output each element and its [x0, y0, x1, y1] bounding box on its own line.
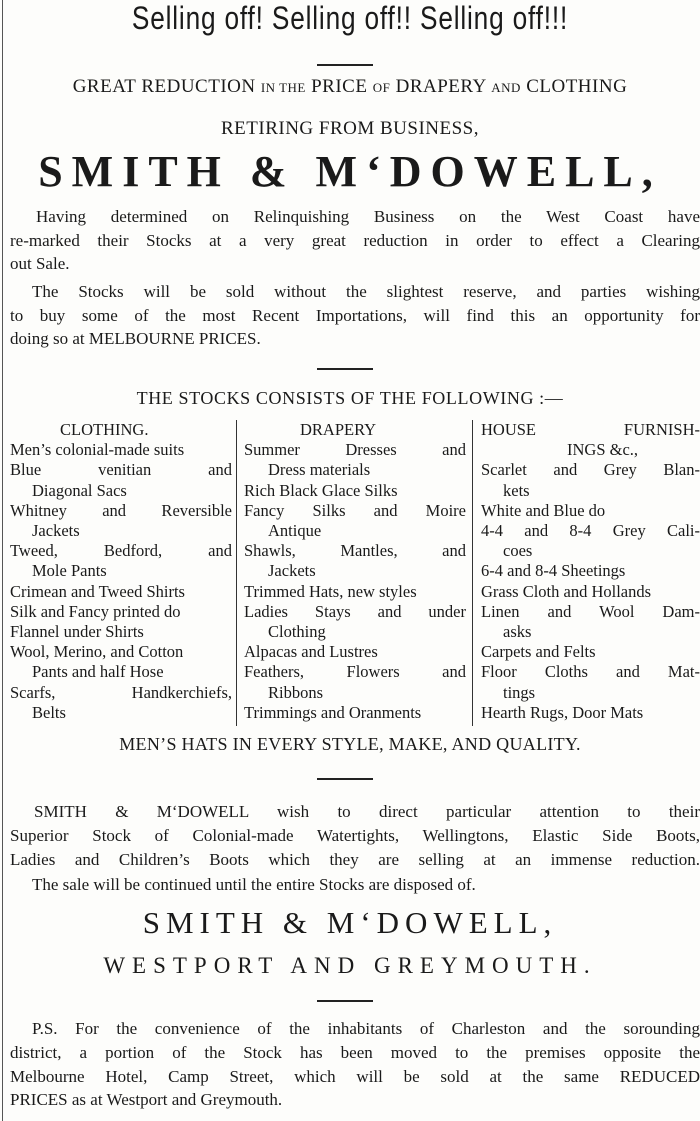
boots-line: SMITH & M‘DOWELL wish to direct particular attention to their — [34, 802, 700, 821]
divider-rule — [317, 64, 373, 66]
column-divider — [472, 420, 473, 726]
list-item: Alpacas and Lustres — [244, 642, 378, 662]
list-item: Crimean and Tweed Shirts — [10, 581, 185, 601]
selling-off-headline: Selling off! Selling off!! Selling off!!! — [131, 0, 569, 36]
list-item: Linen and Wool Dam- — [481, 601, 700, 621]
list-item: Clothing — [268, 622, 326, 642]
house-furnishings-column — [481, 420, 700, 723]
list-item: coes — [503, 541, 533, 561]
list-item: Carpets and Felts — [481, 642, 596, 662]
list-item: kets — [503, 480, 530, 500]
list-item: Jackets — [268, 561, 316, 581]
list-item: Dress materials — [268, 460, 371, 480]
retiring-heading: RETIRING FROM BUSINESS, — [220, 118, 479, 139]
intro-line: Having determined on Relinquishing Business on the West Coast have — [36, 207, 700, 226]
great-reduction-heading: GREAT REDUCTION IN THE PRICE OF DRAPERY AND CLOTHING — [72, 76, 628, 97]
stocks-heading: THE STOCKS CONSISTS OF THE FOLLOWING :— — [136, 388, 564, 408]
list-item: Hearth Rugs, Door Mats — [481, 702, 644, 722]
list-item: Grass Cloth and Hollands — [481, 581, 652, 601]
list-item: tings — [503, 682, 536, 702]
intro-line: out Sale. — [10, 254, 70, 273]
list-item: Flannel under Shirts — [10, 622, 144, 642]
list-item: Tweed, Bedford, and — [10, 541, 232, 561]
column-divider — [236, 420, 237, 726]
list-item: Antique — [268, 521, 322, 541]
ps-line: Melbourne Hotel, Camp Street, which will be sold at the same REDUCED — [10, 1067, 700, 1086]
house-title: INGS &c., — [567, 440, 639, 460]
list-item: Ladies Stays and under — [244, 601, 466, 621]
list-item: Jackets — [32, 521, 80, 541]
list-item: Men’s colonial-made suits — [10, 440, 185, 460]
clothing-title: CLOTHING. — [60, 420, 149, 439]
list-item: White and Blue do — [481, 500, 606, 520]
list-item: Floor Cloths and Mat- — [481, 662, 700, 682]
list-item: Summer Dresses and — [244, 440, 466, 460]
intro-line: to buy some of the most Recent Importations, will find this an opportunity for — [10, 306, 700, 325]
list-item: Scarlet and Grey Blan- — [481, 460, 700, 480]
list-item: Wool, Merino, and Cotton — [10, 642, 184, 662]
list-item: Belts — [32, 702, 66, 722]
ps-line: district, a portion of the Stock has been moved to the premises opposite the — [10, 1043, 700, 1062]
ps-line: P.S. For the convenience of the inhabitants of Charleston and the sorounding — [32, 1019, 700, 1038]
list-item: Trimmings and Oranments — [244, 702, 422, 722]
list-item: Shawls, Mantles, and — [244, 541, 466, 561]
divider-rule — [317, 1000, 373, 1002]
intro-line: re-marked their Stocks at a very great reduction in order to effect a Clearing — [10, 231, 700, 250]
list-item: Pants and half Hose — [32, 662, 164, 682]
drapery-title: DRAPERY — [300, 420, 377, 439]
list-item: Trimmed Hats, new styles — [244, 581, 417, 601]
list-item: Silk and Fancy printed do — [10, 601, 181, 621]
drapery-column — [244, 420, 466, 723]
boots-line: Superior Stock of Colonial-made Watertights, Wellingtons, Elastic Side Boots, — [10, 826, 700, 845]
footer-towns: WESTPORT AND GREYMOUTH. — [103, 953, 597, 978]
list-item: Feathers, Flowers and — [244, 662, 466, 682]
boots-line: Ladies and Children’s Boots which they are selling at an immense reduction. — [10, 850, 700, 869]
clothing-column — [10, 420, 232, 723]
list-item: asks — [503, 622, 532, 642]
ps-line: PRICES as at Westport and Greymouth. — [10, 1090, 283, 1109]
mens-hats-line: MEN’S HATS IN EVERY STYLE, MAKE, AND QUALITY. — [119, 734, 581, 754]
list-item: Rich Black Glace Silks — [244, 480, 398, 500]
list-item: Fancy Silks and Moire — [244, 500, 466, 520]
list-item: Whitney and Reversible — [10, 500, 232, 520]
list-item: Diagonal Sacs — [32, 480, 127, 500]
divider-rule — [317, 778, 373, 780]
footer-firm-name: SMITH & M‘DOWELL, — [142, 905, 558, 940]
intro-line: The Stocks will be sold without the slightest reserve, and parties wishing — [32, 282, 700, 301]
list-item: 6-4 and 8-4 Sheetings — [481, 561, 626, 581]
list-item: 4-4 and 8-4 Grey Cali- — [481, 521, 700, 541]
list-item: Mole Pants — [32, 561, 107, 581]
house-title: HOUSE FURNISH- — [481, 420, 700, 439]
intro-line: doing so at MELBOURNE PRICES. — [10, 329, 261, 348]
sale-continued-line: The sale will be continued until the entire Stocks are disposed of. — [32, 875, 476, 894]
firm-name-heading: SMITH & M‘DOWELL, — [38, 147, 662, 196]
divider-rule — [317, 368, 373, 370]
list-item: Scarfs, Handkerchiefs, — [10, 682, 232, 702]
list-item: Ribbons — [268, 682, 324, 702]
list-item: Blue venitian and — [10, 460, 232, 480]
